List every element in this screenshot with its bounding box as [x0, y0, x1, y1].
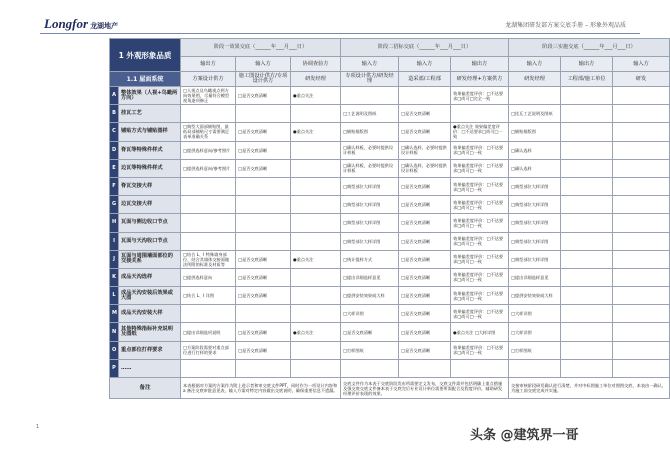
cell [561, 268, 613, 286]
table-row [110, 250, 670, 268]
col-group: 输入方 [341, 57, 399, 72]
cell: □是否交底清晰 [399, 323, 451, 341]
cell [613, 123, 670, 141]
row-item-name: 脊瓦交接大样 [119, 177, 181, 195]
table-body [110, 87, 670, 378]
cell [236, 196, 291, 214]
cell [561, 177, 613, 195]
cell [236, 214, 291, 232]
row-item-name: 其他特殊指标补充说明及图纸 [119, 323, 181, 341]
row-item-name: 重点部位打样要求 [119, 341, 181, 359]
cell: □典型部位大样详图 [341, 177, 399, 195]
cell: □提出详细选项说明 [181, 323, 236, 341]
table-row [110, 105, 670, 123]
row-code: F [110, 177, 119, 195]
cell: □提出详细选样意见 [509, 268, 561, 286]
col-head: 研发经理+方案供方 [451, 72, 509, 87]
cell [613, 323, 670, 341]
col-group: 输入方 [509, 57, 561, 72]
cell [613, 141, 670, 159]
cell [291, 159, 341, 177]
cell: □工艺说明及图纸 [341, 105, 399, 123]
table-row [110, 232, 670, 250]
cell [561, 123, 613, 141]
watermark: 头条 @建筑界一哥 [470, 428, 579, 443]
row-code: O [110, 341, 119, 359]
cell [561, 196, 613, 214]
cell: □典型部位大样详图 [341, 196, 399, 214]
cell: □是否交底清晰 [341, 323, 399, 341]
row-code: K [110, 268, 119, 286]
table-row [110, 323, 670, 341]
row-code: G [110, 196, 119, 214]
col-group: 输出方 [181, 57, 236, 72]
table-row [110, 159, 670, 177]
cell: □方案阶段需要对重点部位进行打样的要求 [181, 341, 236, 359]
cell: 效果偏差度评价：□不达要求□尚可□一致 [451, 341, 509, 359]
col-group: 输入方 [399, 57, 451, 72]
cell: 效果偏差度评价：□不达要求□尚可□一致 [451, 177, 509, 195]
row-code: J [110, 250, 119, 268]
cell: 效果偏差度评价：□不达要求□尚可□一致 [451, 159, 509, 177]
cell: □是否交底清晰 [399, 196, 451, 214]
cell: 效果偏差度评价：□不达要求□尚可□一致 [451, 250, 509, 268]
cell: □典型部位大样详图 [341, 214, 399, 232]
cell [561, 305, 613, 323]
cell: □提供选样意向 [181, 268, 236, 286]
cell: □是否交底清晰 [399, 287, 451, 305]
cell [181, 105, 236, 123]
cell: □是否交底清晰 [399, 177, 451, 195]
cell: □铺贴排版图 [341, 123, 399, 141]
col-head: 研发经理 [291, 72, 341, 87]
table-row [110, 305, 670, 323]
row-item-name: 成品天沟安装大样 [119, 305, 181, 323]
cell [613, 196, 670, 214]
cell: □是否交底清晰 [399, 123, 451, 141]
cell: 效果偏差度评价：□不达要求□尚可□一致 [451, 287, 509, 305]
cell [341, 87, 399, 105]
cell: □是否交底清晰 [236, 323, 291, 341]
cell: □典型部位大样详图 [509, 214, 561, 232]
cell: □确认选样 [509, 141, 561, 159]
cell [181, 214, 236, 232]
cell: 效果偏差度评价：□不达要求□尚可□完全一致 [451, 87, 509, 105]
col-head: 工程部/施工单位 [561, 72, 613, 87]
cell: □是否交底清晰 [399, 105, 451, 123]
col-head: 施工图设计供方/专项设计供方 [236, 72, 291, 87]
cell: 效果偏差度评价：□不达要求□尚可□一致 [451, 214, 509, 232]
cell [613, 159, 670, 177]
row-item-name: 脊瓦等特殊件样式 [119, 141, 181, 159]
col-head: 研发经理 [509, 72, 561, 87]
cell [451, 359, 509, 377]
cell: □铺贴排版图 [509, 123, 561, 141]
cell [561, 359, 613, 377]
table-row [110, 341, 670, 359]
cell [561, 141, 613, 159]
cell: □确认选样，必要时提供设计样板 [399, 159, 451, 177]
row-item-name: 瓦面与天沟收口节点 [119, 232, 181, 250]
cell [236, 105, 291, 123]
cell [236, 359, 291, 377]
table-row [110, 214, 670, 232]
row-item-name: 瓦面与侧边收口节点 [119, 214, 181, 232]
table-row [110, 268, 670, 286]
cell: □典型部位大样详图 [341, 232, 399, 250]
cell: 效果偏差度评价：□不达要求□尚可□一致 [451, 196, 509, 214]
cell [236, 177, 291, 195]
cell: □典型部位大样详图 [509, 177, 561, 195]
cell: □确认样板，必要时提供设计样板 [341, 141, 399, 159]
cell: □是否交底清晰 [236, 341, 291, 359]
sub-title: 1.1 屋面系统 [110, 72, 181, 87]
cell [613, 341, 670, 359]
cell: ●重点关注 [291, 250, 341, 268]
cell: □统计提样方式 [341, 250, 399, 268]
row-item-name: 成品天沟选样 [119, 268, 181, 286]
cell: 效果偏差度评价：□不达要求□尚可□一致 [451, 305, 509, 323]
cell [181, 196, 236, 214]
cell [291, 105, 341, 123]
row-code: E [110, 159, 119, 177]
cell: □大样详图 [341, 305, 399, 323]
cell [341, 359, 399, 377]
cell: □人视点及鸟瞰视点两方向效果图，尽量符合模型视角逐项修正 [181, 87, 236, 105]
cell [181, 177, 236, 195]
table-row [110, 287, 670, 305]
cell: □是否交底清晰 [236, 268, 291, 286]
cell: □是否交底清晰 [236, 287, 291, 305]
cell [561, 287, 613, 305]
row-code: H [110, 214, 119, 232]
cell [236, 305, 291, 323]
row-item-name: …… [119, 359, 181, 377]
cell [291, 305, 341, 323]
col-head: 方案设计供方 [181, 72, 236, 87]
row-code: A [110, 87, 119, 105]
cell: ●重点关注 [291, 323, 341, 341]
cell: □是否交底清晰 [399, 250, 451, 268]
cell [181, 305, 236, 323]
row-item-name: 边瓦交接大样 [119, 196, 181, 214]
cell [399, 87, 451, 105]
table-row [110, 141, 670, 159]
row-code: L [110, 287, 119, 305]
cell: □典型部位大样详图 [509, 232, 561, 250]
note-cell: 本表根据对方案的方案作为附上进示者和审交底文件PPT，同时作为一项设计内容和a 备注交底审批意见表，输入方需对特定内容做出交底说明，确保重要信息不遗漏。 [181, 378, 341, 399]
checklist-table-wrapper [109, 38, 666, 415]
note-cell: 交底文件作为本表于交底阶段发布所需要定义发布，交底文件需并包括明确上重点措施及强交底交底文件备本表于交底完后专业设计单位需要所需配合及程度评价，辅助研发经理评价表现的效果。 [341, 378, 509, 399]
section-title: 1 外观形象品质 [110, 39, 181, 72]
cell [291, 196, 341, 214]
document-title: 龙湖集团研发部方案交底手册 – 形象外观品质 [505, 22, 626, 29]
col-group: 协调查验方 [291, 57, 341, 72]
cell [613, 232, 670, 250]
row-item-name: 瓦面与周围墙面部位的交接关系 [119, 250, 181, 268]
row-code: I [110, 232, 119, 250]
cell [291, 214, 341, 232]
cell [613, 105, 670, 123]
cell: □典型大面部铺贴图，最低局部铺贴尺寸需要满足表单准确关系 [181, 123, 236, 141]
cell: 效果偏差度评价：□不达要求□尚可□一致 [451, 268, 509, 286]
page-number: 1 [36, 424, 40, 430]
cell [291, 141, 341, 159]
note-label: 备注 [110, 378, 181, 399]
cell [613, 287, 670, 305]
cell: □打样图纸 [341, 341, 399, 359]
cell [561, 232, 613, 250]
stage-header-1: 阶段一效果交底（______年___月___日） [181, 39, 341, 57]
table-row [110, 123, 670, 141]
cell [509, 87, 561, 105]
cell: □是否交底清晰 [236, 87, 291, 105]
stage-header-3: 阶段三实施交底（______年___月___日） [509, 39, 670, 57]
col-head: 造采部/工程部 [399, 72, 451, 87]
cell: □是否交底清晰 [399, 214, 451, 232]
row-code: M [110, 305, 119, 323]
row-item-name: 铺贴方式与铺贴图样 [119, 123, 181, 141]
stage-header-2: 阶段二招标交底（______年___月___日） [341, 39, 509, 57]
cell: □提供安装效果或大样 [341, 287, 399, 305]
cell: □是否交底清晰 [399, 341, 451, 359]
cell [181, 359, 236, 377]
cell: 效果偏差度评价：□不达要求□尚可□一致 [451, 141, 509, 159]
cell: 效果偏差度评价：□不达要求□尚可□一致 [451, 232, 509, 250]
table-row [110, 87, 670, 105]
cell [291, 341, 341, 359]
table-row [110, 196, 670, 214]
cell: □是否交底清晰 [399, 232, 451, 250]
cell [291, 232, 341, 250]
checklist-table [109, 38, 670, 399]
cell: □是否交底清晰 [399, 268, 451, 286]
cell: □结合 L、I 特殊墙身部位，结合其墙体交接面做法所附的标准及材质等 [181, 250, 236, 268]
cell [613, 268, 670, 286]
cell: □提供安装效果或大样 [509, 287, 561, 305]
cell [561, 323, 613, 341]
row-item-name: 成品天沟安装后效果或大图 [119, 287, 181, 305]
row-code: D [110, 141, 119, 159]
row-code: P [110, 359, 119, 377]
row-item-name: 整体效果（人视+鸟瞰两方向） [119, 87, 181, 105]
cell: □确认选样，必要时提供设计样板 [399, 141, 451, 159]
cell [561, 250, 613, 268]
cell [561, 214, 613, 232]
cell: □结合 L、I 详图 [181, 287, 236, 305]
row-code: N [110, 323, 119, 341]
cell [613, 250, 670, 268]
cell [451, 105, 509, 123]
cell: □提出详细选样意见 [341, 268, 399, 286]
col-head: 研发 [613, 72, 670, 87]
col-head: 专项设计供方/研发经理 [341, 72, 399, 87]
cell [291, 268, 341, 286]
note-cell: 交接审核阶段研发确认进行清楚，并对中标图施工单位对照图交底，本表由一确认，为施工前交底完成并实施。 [509, 378, 670, 399]
row-item-name: 边瓦等特殊件样式 [119, 159, 181, 177]
table-row [110, 177, 670, 195]
cell [613, 305, 670, 323]
cell: □典型部位大样详图 [509, 250, 561, 268]
cell [561, 341, 613, 359]
cell [181, 232, 236, 250]
cell: □挂瓦工艺说明及图纸 [509, 105, 561, 123]
cell: □是否交底清晰 [236, 141, 291, 159]
col-group: 输出方 [451, 57, 509, 72]
cell: □确认样板，必要时提供设计样板 [341, 159, 399, 177]
cell: ●重点关注 效果偏差度评价：□不达要求□尚可□一致 [451, 123, 509, 141]
cell: □大样详图 [509, 305, 561, 323]
cell: ●重点关注 [291, 123, 341, 141]
cell [399, 359, 451, 377]
cell: □是否交底清晰 [399, 305, 451, 323]
cell [613, 177, 670, 195]
cell [613, 214, 670, 232]
cell: □提供选样意向/参考照片 [181, 141, 236, 159]
table-row [110, 359, 670, 377]
row-item-name: 挂瓦工艺 [119, 105, 181, 123]
cell: ●重点关注 [291, 87, 341, 105]
cell [291, 287, 341, 305]
cell [509, 359, 561, 377]
cell: □典型部位大样详图 [509, 196, 561, 214]
cell: □大样详图 [509, 323, 561, 341]
cell: □提供选样意向/参考照片 [181, 159, 236, 177]
row-code: B [110, 105, 119, 123]
cell: □是否交底清晰 [236, 159, 291, 177]
cell [561, 87, 613, 105]
cell: □确认选样 [509, 159, 561, 177]
cell: ●重点关注 □大样详图 [451, 323, 509, 341]
cell: □是否交底清晰 [236, 123, 291, 141]
cell [613, 359, 670, 377]
cell: □打样图纸 [509, 341, 561, 359]
company-logo: Longfor 龙湖地产 [44, 16, 119, 31]
cell: □是否交底清晰 [236, 250, 291, 268]
cell [291, 359, 341, 377]
col-group: 输出方 [561, 57, 613, 72]
cell [561, 159, 613, 177]
header-divider [40, 33, 640, 34]
col-group: 输入方 [613, 57, 670, 72]
col-group: 输入方 [236, 57, 291, 72]
row-code: C [110, 123, 119, 141]
cell [561, 105, 613, 123]
cell [236, 232, 291, 250]
cell [613, 87, 670, 105]
cell [291, 177, 341, 195]
